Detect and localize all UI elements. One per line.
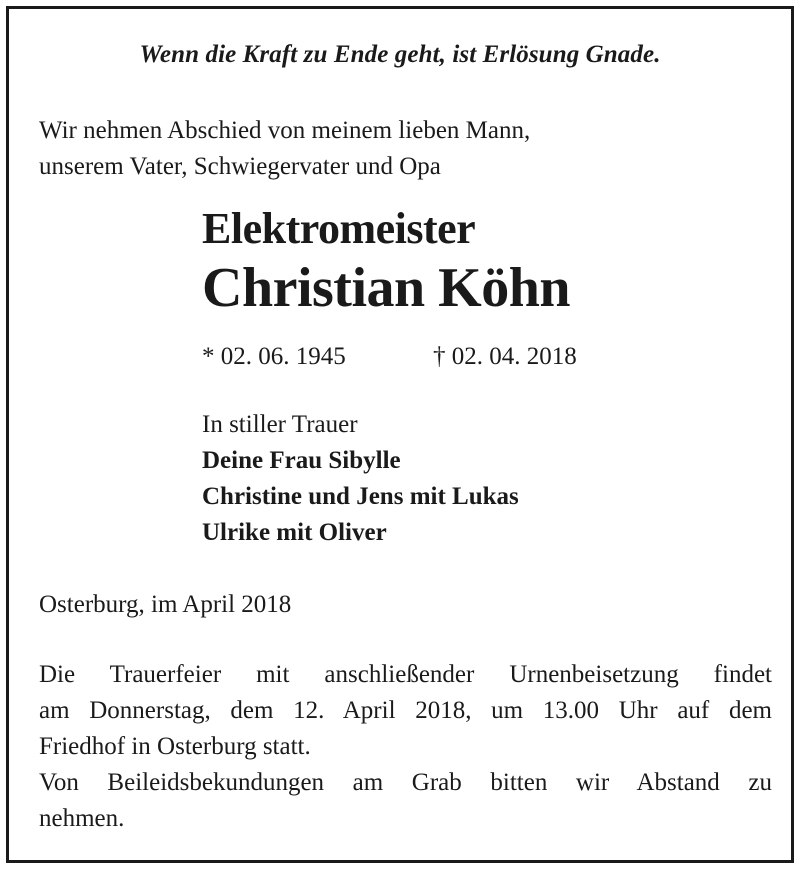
ceremony-line: Von Beileidsbekundungen am Grab bitten wir Abstand zu <box>39 769 772 796</box>
mourner-name: Christine und Jens mit Lukas <box>202 483 519 510</box>
ceremony-line: nehmen. <box>39 805 125 832</box>
mourners-list <box>202 407 519 551</box>
ceremony-line: am Donnerstag, dem 12. April 2018, um 13.00 Uhr auf dem <box>39 697 772 724</box>
mourner-name: Deine Frau Sibylle <box>202 447 401 474</box>
intro-line: unserem Vater, Schwiegervater und Opa <box>39 153 441 180</box>
ceremony-line: Die Trauerfeier mit anschließender Urnenbeisetzung findet <box>39 661 772 688</box>
obituary-frame <box>6 6 794 863</box>
deceased-block <box>202 203 570 321</box>
mourning-lead: In stiller Trauer <box>202 411 358 438</box>
ceremony-notice <box>39 657 772 837</box>
intro-line: Wir nehmen Abschied von meinem lieben Mann, <box>39 117 531 144</box>
ceremony-line: Friedhof in Osterburg statt. <box>39 733 311 760</box>
death-date: † 02. 04. 2018 <box>433 343 577 370</box>
mourner-name: Ulrike mit Oliver <box>202 519 387 546</box>
deceased-name: Christian Köhn <box>202 257 570 319</box>
deceased-title: Elektromeister <box>202 204 476 253</box>
place-date: Osterburg, im April 2018 <box>39 591 292 618</box>
birth-date: * 02. 06. 1945 <box>202 343 346 370</box>
motto-quote: Wenn die Kraft zu Ende geht, ist Erlösung Gnade. <box>139 41 661 68</box>
intro-text <box>39 113 530 185</box>
